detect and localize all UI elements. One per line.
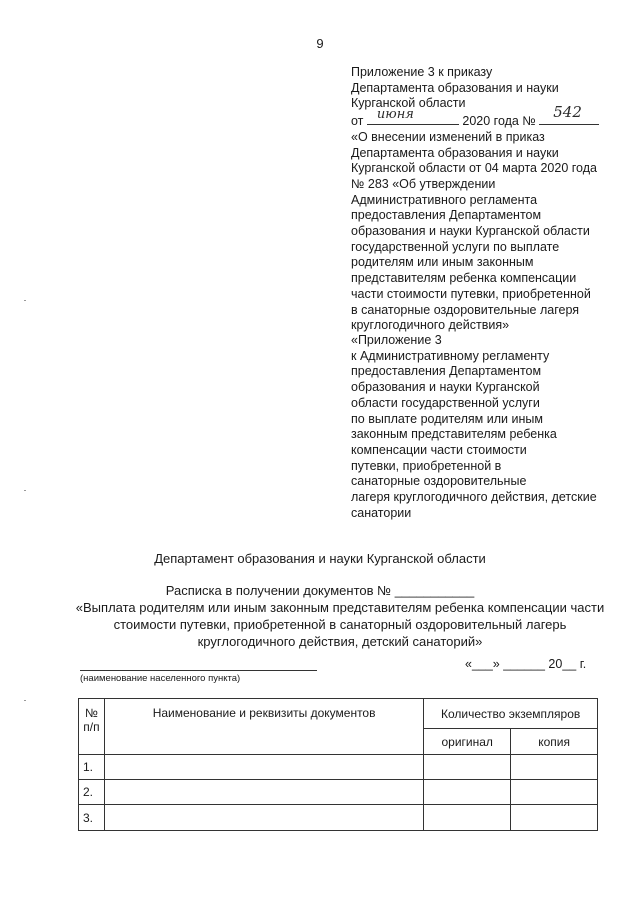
regulation-appendix <box>351 333 621 521</box>
handwritten-date: июня <box>376 107 414 123</box>
appendix-line: представителям ребенка компенсации <box>351 271 577 286</box>
number-blank <box>539 103 599 125</box>
table-header-row <box>79 699 598 729</box>
row-doc-name[interactable] <box>104 780 423 805</box>
header-name: Наименование и реквизиты документов <box>104 699 423 755</box>
row-doc-name[interactable] <box>104 755 423 780</box>
row-number: 2. <box>79 780 105 805</box>
regulation-line: «Приложение 3 <box>351 333 442 347</box>
locality-caption: (наименование населенного пункта) <box>80 673 241 684</box>
row-number: 1. <box>79 755 105 780</box>
appendix-line: Департамента образования и науки <box>351 145 559 160</box>
table-row <box>79 780 598 805</box>
scan-mark <box>24 700 26 701</box>
appendix-line: образования и науки Курганской области <box>351 224 590 239</box>
row-original[interactable] <box>424 805 511 831</box>
regulation-line: по выплате родителям или иным <box>351 411 543 426</box>
documents-table <box>78 698 598 831</box>
receipt-title: Расписка в получении документов № ___________ <box>165 583 475 598</box>
page-number: 9 <box>316 36 324 51</box>
row-doc-name[interactable] <box>104 805 423 831</box>
service-line: «Выплата родителям или иным законным представителям ребенка компенсации части <box>75 600 605 615</box>
appendix-line: «О внесении изменений в приказ <box>351 129 545 144</box>
appendix-line: государственной услуги по выплате <box>351 239 560 254</box>
locality-line <box>80 670 317 671</box>
regulation-line: санаторные оздоровительные <box>351 474 527 489</box>
appendix-line: Приложение 3 к приказу <box>351 65 493 79</box>
date-year: 2020 года № <box>462 114 536 129</box>
regulation-line: образования и науки Курганской <box>351 380 540 395</box>
appendix-line: родителям или иным законным <box>351 255 534 270</box>
regulation-line: путевки, приобретенной в <box>351 458 502 473</box>
header-num-label: № п/п <box>83 706 100 734</box>
date-blank <box>367 107 459 125</box>
regulation-line: к Административному регламенту <box>351 348 550 363</box>
row-copy[interactable] <box>511 805 598 831</box>
appendix-line: № 283 «Об утверждении <box>351 176 496 191</box>
table-row <box>79 755 598 780</box>
appendix-line: Курганской области <box>351 96 466 111</box>
scan-mark <box>24 300 26 301</box>
handwritten-number: 542 <box>553 103 582 122</box>
appendix-line: Департамента образования и науки <box>351 80 559 95</box>
appendix-line: Курганской области от 04 марта 2020 года <box>351 161 597 176</box>
appendix-header <box>351 65 616 334</box>
date-prefix: от <box>351 114 364 129</box>
regulation-line: предоставления Департаментом <box>351 364 542 379</box>
header-count: Количество экземпляров <box>424 699 598 729</box>
department-title: Департамент образования и науки Курганской области <box>154 551 486 566</box>
regulation-line: компенсации части стоимости <box>351 442 527 457</box>
header-original: оригинал <box>424 729 511 755</box>
row-copy[interactable] <box>511 780 598 805</box>
service-line: круглогодичного действия, детский санаторий» <box>197 634 483 649</box>
regulation-line: законным представителям ребенка <box>351 427 557 442</box>
regulation-line: области государственной услуги <box>351 395 540 410</box>
scan-mark <box>24 490 26 491</box>
row-original[interactable] <box>424 780 511 805</box>
row-copy[interactable] <box>511 755 598 780</box>
regulation-line: санатории <box>351 505 412 520</box>
header-num <box>79 699 105 755</box>
table-row <box>79 805 598 831</box>
header-copy: копия <box>511 729 598 755</box>
row-number: 3. <box>79 805 105 831</box>
receipt-date: «___» ______ 20__ г. <box>465 657 587 671</box>
regulation-line: лагеря круглогодичного действия, детские <box>351 490 597 505</box>
appendix-line: части стоимости путевки, приобретенной <box>351 286 591 301</box>
row-original[interactable] <box>424 755 511 780</box>
service-line: стоимости путевки, приобретенной в санаторный оздоровительный лагерь <box>113 617 567 632</box>
appendix-line: круглогодичного действия» <box>351 318 510 333</box>
appendix-line: предоставления Департаментом <box>351 208 542 223</box>
service-name <box>60 599 620 650</box>
appendix-line: Административного регламента <box>351 192 538 207</box>
appendix-line: в санаторные оздоровительные лагеря <box>351 302 580 317</box>
